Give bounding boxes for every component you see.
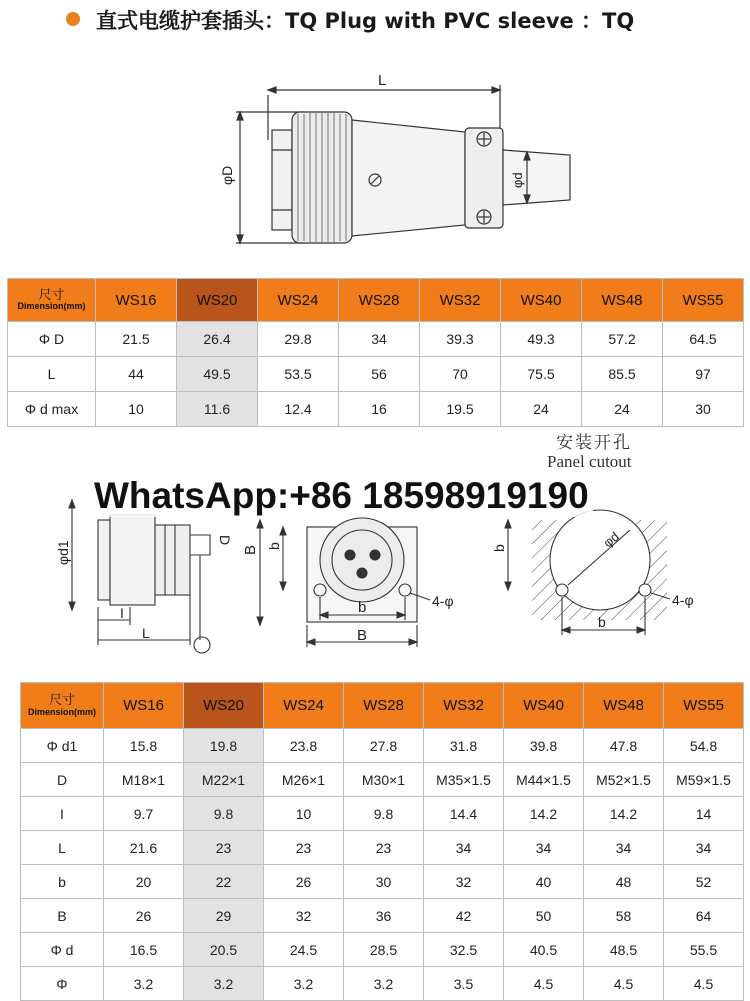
table-row	[21, 729, 744, 763]
table-row	[21, 967, 744, 1001]
row-label: D	[21, 763, 104, 797]
table-cell: 50	[504, 899, 584, 933]
page-title: 直式电缆护套插头：TQ Plug with PVC sleeve ：TQ	[96, 9, 635, 33]
table-row	[21, 797, 744, 831]
dimension-header-cn: 尺寸	[48, 692, 75, 708]
dim-d-label: φd	[510, 172, 525, 188]
column-header: WS20	[184, 683, 264, 729]
column-header: WS48	[582, 279, 663, 322]
table-cell: 14.2	[584, 797, 664, 831]
table-cell: 49.3	[501, 322, 582, 357]
table-cell: 10	[96, 392, 177, 427]
table-cell: 32	[424, 865, 504, 899]
bullet-icon	[66, 12, 80, 26]
dim-b-front-label: b	[266, 542, 282, 550]
table-cell: 34	[664, 831, 744, 865]
row-label: B	[21, 899, 104, 933]
table-cell: 16	[339, 392, 420, 427]
table-cell: 24	[501, 392, 582, 427]
table-cell: 3.5	[424, 967, 504, 1001]
column-header: WS24	[258, 279, 339, 322]
table-cell: 40	[504, 865, 584, 899]
table-row	[21, 899, 744, 933]
dim-D-label: φD	[219, 165, 235, 185]
table-cell: 57.2	[582, 322, 663, 357]
table-cell: 19.5	[420, 392, 501, 427]
whatsapp-contact-text: WhatsApp:+86 18598919190	[90, 475, 593, 517]
table-row	[21, 763, 744, 797]
table-cell: 9.7	[104, 797, 184, 831]
column-header: WS28	[339, 279, 420, 322]
table-cell: 23.8	[264, 729, 344, 763]
row-label: L	[8, 357, 96, 392]
table-cell: 39.8	[504, 729, 584, 763]
table-cell: 3.2	[264, 967, 344, 1001]
table-row	[8, 357, 744, 392]
table-cell: 53.5	[258, 357, 339, 392]
table-row	[8, 392, 744, 427]
table-cell: 32	[264, 899, 344, 933]
table-cell: M52×1.5	[584, 763, 664, 797]
table-cell: 11.6	[177, 392, 258, 427]
table-cell: 52	[664, 865, 744, 899]
row-label: Φ d	[21, 933, 104, 967]
dim-b-cutout-bottom-label: b	[598, 614, 606, 630]
table-cell: 42	[424, 899, 504, 933]
table-cell: 31.8	[424, 729, 504, 763]
panel-cutout-drawing	[490, 515, 730, 660]
table-cell: 23	[264, 831, 344, 865]
table-cell: 32.5	[424, 933, 504, 967]
title-bar	[0, 0, 750, 40]
dim-B-front-label: B	[242, 544, 259, 555]
table-cell: 34	[424, 831, 504, 865]
table-cell: M44×1.5	[504, 763, 584, 797]
table-cell: 4.5	[584, 967, 664, 1001]
table-cell: 24	[582, 392, 663, 427]
table-cell: 24.5	[264, 933, 344, 967]
table-cell: 49.5	[177, 357, 258, 392]
column-header: WS16	[104, 683, 184, 729]
table-cell: 21.6	[104, 831, 184, 865]
table-cell: M30×1	[344, 763, 424, 797]
cutout-hole-count-label: 4-φ	[672, 592, 694, 608]
table-cell: 16.5	[104, 933, 184, 967]
column-header: WS40	[504, 683, 584, 729]
table-cell: 54.8	[664, 729, 744, 763]
panel-cutout-label-cn: 安装开孔	[556, 433, 632, 453]
socket-side-drawing	[50, 495, 240, 670]
row-label: Φ d1	[21, 729, 104, 763]
plug-side-drawing	[210, 60, 610, 260]
table-cell: 10	[264, 797, 344, 831]
table-cell: 9.8	[344, 797, 424, 831]
column-header: WS24	[264, 683, 344, 729]
table-cell: 75.5	[501, 357, 582, 392]
row-label: Φ D	[8, 322, 96, 357]
dimension-header-cn: 尺寸	[38, 286, 65, 302]
dim-D-thread-label: D	[217, 535, 233, 546]
table-cell: M22×1	[184, 763, 264, 797]
table-row	[8, 322, 744, 357]
row-label: Φ	[21, 967, 104, 1001]
table-cell: 20.5	[184, 933, 264, 967]
table-cell: 14	[664, 797, 744, 831]
socket-front-drawing	[242, 515, 470, 675]
table-row	[21, 831, 744, 865]
table-cell: M35×1.5	[424, 763, 504, 797]
table-cell: 29.8	[258, 322, 339, 357]
table-cell: 14.4	[424, 797, 504, 831]
table-cell: 26.4	[177, 322, 258, 357]
dimension-header-cell	[21, 683, 104, 729]
table-cell: 40.5	[504, 933, 584, 967]
table-cell: 44	[96, 357, 177, 392]
table-cell: 3.2	[344, 967, 424, 1001]
table-cell: 23	[184, 831, 264, 865]
column-header: WS40	[501, 279, 582, 322]
table-cell: 97	[663, 357, 744, 392]
table-cell: 34	[584, 831, 664, 865]
table-header-row	[8, 279, 744, 322]
dimension-table-plug	[7, 278, 744, 427]
table-cell: 28.5	[344, 933, 424, 967]
table-cell: M18×1	[104, 763, 184, 797]
table-cell: 19.8	[184, 729, 264, 763]
dimension-header-en: Dimension(mm)	[17, 301, 86, 312]
table-cell: 9.8	[184, 797, 264, 831]
dim-d1-label: φd1	[55, 540, 71, 565]
table-cell: 29	[184, 899, 264, 933]
table-cell: 55.5	[664, 933, 744, 967]
table-cell: 58	[584, 899, 664, 933]
table-cell: 4.5	[664, 967, 744, 1001]
hole-count-label: 4-φ	[432, 593, 454, 609]
table-cell: 47.8	[584, 729, 664, 763]
dimension-table-socket	[20, 682, 744, 1001]
row-label: I	[21, 797, 104, 831]
dim-I-label: I	[120, 605, 124, 621]
dim-b-bottom-label: b	[358, 599, 367, 616]
column-header: WS28	[344, 683, 424, 729]
dim-L-socket-label: L	[142, 625, 150, 641]
table-row	[21, 865, 744, 899]
dim-B-bottom-label: B	[357, 627, 368, 644]
row-label: Φ d max	[8, 392, 96, 427]
column-header: WS32	[424, 683, 504, 729]
panel-cutout-label-en: Panel cutout	[547, 452, 632, 471]
column-header: WS20	[177, 279, 258, 322]
dim-d-cutout-label: φd	[600, 528, 622, 551]
table-cell: 56	[339, 357, 420, 392]
table-cell: 21.5	[96, 322, 177, 357]
table-cell: 64.5	[663, 322, 744, 357]
table-cell: 26	[264, 865, 344, 899]
column-header: WS16	[96, 279, 177, 322]
dimension-header-en: Dimension(mm)	[27, 706, 96, 717]
column-header: WS32	[420, 279, 501, 322]
table-cell: 39.3	[420, 322, 501, 357]
table-cell: 30	[663, 392, 744, 427]
table-cell: 3.2	[184, 967, 264, 1001]
table-row	[21, 933, 744, 967]
table-cell: M59×1.5	[664, 763, 744, 797]
dimension-header-cell	[8, 279, 96, 322]
column-header: WS55	[663, 279, 744, 322]
table-cell: 34	[339, 322, 420, 357]
row-label: b	[21, 865, 104, 899]
table-cell: 70	[420, 357, 501, 392]
table-cell: 22	[184, 865, 264, 899]
table-cell: 12.4	[258, 392, 339, 427]
table-cell: 15.8	[104, 729, 184, 763]
row-label: L	[21, 831, 104, 865]
table-cell: 14.2	[504, 797, 584, 831]
dim-L-label: L	[378, 72, 387, 89]
dim-b-cutout-label: b	[491, 544, 507, 552]
table-cell: M26×1	[264, 763, 344, 797]
table-cell: 30	[344, 865, 424, 899]
table-cell: 34	[504, 831, 584, 865]
table-cell: 20	[104, 865, 184, 899]
table-cell: 48	[584, 865, 664, 899]
table-cell: 4.5	[504, 967, 584, 1001]
column-header: WS48	[584, 683, 664, 729]
column-header: WS55	[664, 683, 744, 729]
table-cell: 27.8	[344, 729, 424, 763]
table-cell: 64	[664, 899, 744, 933]
table-cell: 36	[344, 899, 424, 933]
table-cell: 26	[104, 899, 184, 933]
table-cell: 3.2	[104, 967, 184, 1001]
table-cell: 85.5	[582, 357, 663, 392]
table-header-row	[21, 683, 744, 729]
table-cell: 23	[344, 831, 424, 865]
table-cell: 48.5	[584, 933, 664, 967]
